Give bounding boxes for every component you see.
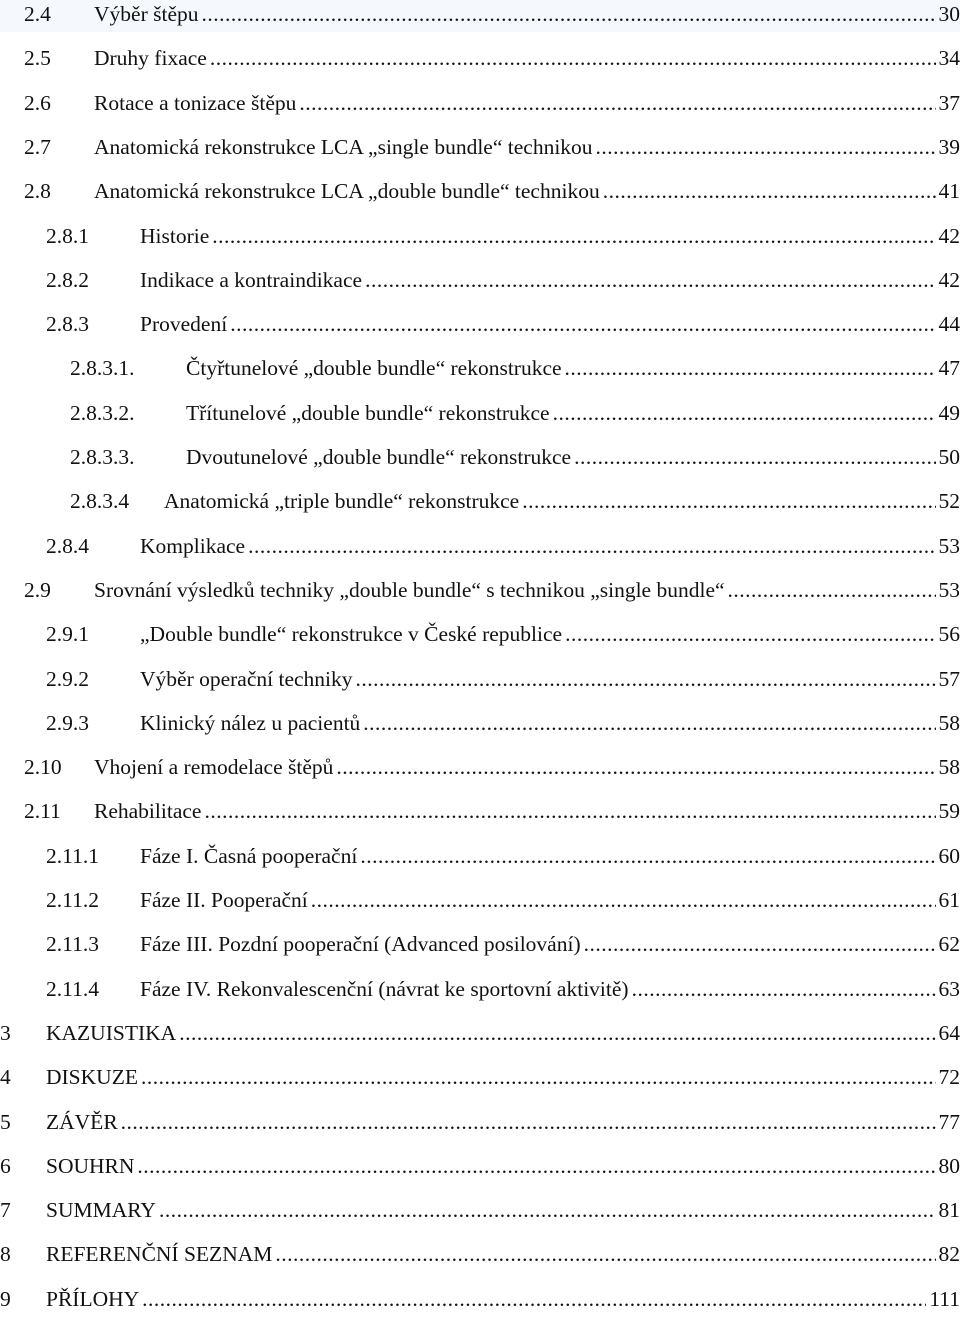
dot-leader (137, 1148, 935, 1184)
toc-entry-page-number: 62 (939, 926, 960, 962)
dot-leader (360, 838, 935, 874)
toc-entry-page-number: 42 (939, 218, 960, 254)
toc-entry-number: 4 (0, 1059, 11, 1095)
dot-leader (202, 0, 936, 32)
toc-entry[interactable] (0, 528, 960, 564)
dot-leader (299, 85, 935, 121)
toc-entry[interactable] (0, 1281, 960, 1317)
toc-entry-title: Výběr štěpu (94, 0, 199, 32)
toc-entry[interactable] (0, 85, 960, 121)
dot-leader (121, 1104, 936, 1140)
dot-leader (728, 572, 936, 608)
toc-entry[interactable] (0, 306, 960, 342)
toc-entry[interactable] (0, 1192, 960, 1228)
toc-entry-title: Anatomická „triple bundle“ rekonstrukce (164, 483, 519, 519)
toc-entry-number: 2.4 (24, 0, 51, 32)
toc-entry-page-number: 77 (939, 1104, 960, 1140)
toc-entry[interactable] (0, 262, 960, 298)
toc-entry-title: Anatomická rekonstrukce LCA „double bundle“ technikou (94, 173, 600, 209)
toc-entry-title: PŘÍLOHY (46, 1281, 139, 1317)
toc-entry-page-number: 61 (939, 882, 960, 918)
toc-entry[interactable] (0, 572, 960, 608)
toc-entry[interactable] (0, 1059, 960, 1095)
toc-entry-page-number: 39 (939, 129, 960, 165)
toc-entry-page-number: 59 (939, 793, 960, 829)
toc-entry-title: Historie (140, 218, 209, 254)
dot-leader (356, 661, 936, 697)
dot-leader (365, 262, 935, 298)
toc-entry-title: Anatomická rekonstrukce LCA „single bundle“ technikou (94, 129, 593, 165)
dot-leader (142, 1281, 926, 1317)
toc-entry-title: Komplikace (140, 528, 245, 564)
toc-entry-number: 2.8.1 (46, 218, 89, 254)
toc-entry-page-number: 42 (939, 262, 960, 298)
toc-entry-number: 2.8.3.3. (70, 439, 135, 475)
toc-entry-number: 6 (0, 1148, 11, 1184)
toc-entry[interactable] (0, 838, 960, 874)
toc-entry-number: 2.8.3.2. (70, 395, 135, 431)
toc-entry-number: 2.8.3.1. (70, 350, 135, 386)
toc-entry-title: Třítunelové „double bundle“ rekonstrukce (186, 395, 550, 431)
toc-entry-number: 2.8.2 (46, 262, 89, 298)
toc-entry-title: Fáze II. Pooperační (140, 882, 308, 918)
toc-entry-page-number: 52 (939, 483, 960, 519)
toc-entry-page-number: 47 (939, 350, 960, 386)
toc-entry[interactable] (0, 40, 960, 76)
toc-entry-number: 2.9.3 (46, 705, 89, 741)
toc-entry-title: KAZUISTIKA (46, 1015, 176, 1051)
toc-entry-number: 2.8.4 (46, 528, 89, 564)
toc-entry-number: 3 (0, 1015, 11, 1051)
toc-entry-title: Čtyřtunelové „double bundle“ rekonstrukce (186, 350, 562, 386)
toc-entry-title: Srovnání výsledků techniky „double bundle“ s technikou „single bundle“ (94, 572, 725, 608)
toc-entry-page-number: 49 (939, 395, 960, 431)
toc-entry[interactable] (0, 749, 960, 785)
dot-leader (179, 1015, 935, 1051)
dot-leader (603, 173, 936, 209)
dot-leader (212, 218, 935, 254)
toc-entry-number: 2.9 (24, 572, 51, 608)
toc-entry-page-number: 30 (939, 0, 960, 32)
dot-leader (230, 306, 935, 342)
toc-entry-page-number: 82 (939, 1236, 960, 1272)
dot-leader (336, 749, 935, 785)
dot-leader (565, 350, 936, 386)
toc-entry-number: 2.8.3 (46, 306, 89, 342)
dot-leader (363, 705, 935, 741)
dot-leader (141, 1059, 936, 1095)
toc-entry-number: 2.11.3 (46, 926, 99, 962)
toc-entry-number: 2.11.1 (46, 838, 99, 874)
toc-entry-number: 2.10 (24, 749, 62, 785)
toc-entry-title: Výběr operační techniky (140, 661, 353, 697)
dot-leader (565, 616, 935, 652)
dot-leader (159, 1192, 936, 1228)
toc-entry-number: 9 (0, 1281, 11, 1317)
toc-entry[interactable] (0, 0, 960, 32)
toc-entry-number: 2.8.3.4 (70, 483, 129, 519)
toc-entry-title: ZÁVĚR (46, 1104, 118, 1140)
toc-entry-number: 8 (0, 1236, 11, 1272)
toc-entry-page-number: 72 (939, 1059, 960, 1095)
toc-entry-number: 2.9.1 (46, 616, 89, 652)
toc-entry-number: 2.6 (24, 85, 51, 121)
toc-entry[interactable] (0, 395, 960, 431)
dot-leader (596, 129, 936, 165)
toc-entry[interactable] (0, 926, 960, 962)
toc-entry-number: 2.7 (24, 129, 51, 165)
dot-leader (204, 793, 935, 829)
toc-entry-page-number: 56 (939, 616, 960, 652)
toc-entry[interactable] (0, 218, 960, 254)
toc-entry[interactable] (0, 616, 960, 652)
toc-entry-page-number: 81 (939, 1192, 960, 1228)
dot-leader (522, 483, 935, 519)
toc-entry[interactable] (0, 971, 960, 1007)
dot-leader (553, 395, 936, 431)
toc-entry-title: DISKUZE (46, 1059, 138, 1095)
toc-entry-page-number: 58 (939, 705, 960, 741)
toc-entry-number: 2.11 (24, 793, 61, 829)
toc-entry-page-number: 50 (939, 439, 960, 475)
toc-entry-number: 2.5 (24, 40, 51, 76)
toc-entry-page-number: 37 (939, 85, 960, 121)
toc-entry[interactable] (0, 439, 960, 475)
toc-entry-number: 2.11.2 (46, 882, 99, 918)
toc-entry-title: „Double bundle“ rekonstrukce v České republice (140, 616, 562, 652)
toc-entry-page-number: 80 (939, 1148, 960, 1184)
toc-entry[interactable] (0, 661, 960, 697)
toc-entry-title: SOUHRN (46, 1148, 134, 1184)
toc-entry[interactable] (0, 1015, 960, 1051)
toc-entry-number: 7 (0, 1192, 11, 1228)
dot-leader (311, 882, 936, 918)
toc-entry[interactable] (0, 1104, 960, 1140)
toc-entry-title: Dvoutunelové „double bundle“ rekonstrukce (186, 439, 571, 475)
toc-entry-title: Vhojení a remodelace štěpů (94, 749, 333, 785)
toc-entry-title: Indikace a kontraindikace (140, 262, 362, 298)
toc-entry-page-number: 60 (939, 838, 960, 874)
toc-entry-number: 2.9.2 (46, 661, 89, 697)
toc-entry-title: REFERENČNÍ SEZNAM (46, 1236, 272, 1272)
toc-entry-title: Rehabilitace (94, 793, 201, 829)
dot-leader (248, 528, 935, 564)
toc-entry-number: 2.8 (24, 173, 51, 209)
toc-entry[interactable] (0, 793, 960, 829)
toc-entry-title: Rotace a tonizace štěpu (94, 85, 296, 121)
toc-entry-page-number: 34 (939, 40, 960, 76)
toc-entry[interactable] (0, 1148, 960, 1184)
toc-entry[interactable] (0, 705, 960, 741)
toc-entry-page-number: 44 (939, 306, 960, 342)
dot-leader (210, 40, 936, 76)
toc-entry[interactable] (0, 1236, 960, 1272)
toc-entry-title: Fáze I. Časná pooperační (140, 838, 357, 874)
toc-entry-title: Druhy fixace (94, 40, 207, 76)
toc-entry-title: Klinický nález u pacientů (140, 705, 360, 741)
toc-entry-page-number: 64 (939, 1015, 960, 1051)
toc-entry-page-number: 41 (939, 173, 960, 209)
toc-entry-number: 5 (0, 1104, 11, 1140)
dot-leader (574, 439, 935, 475)
dot-leader (632, 971, 936, 1007)
toc-entry-title: Provedení (140, 306, 227, 342)
toc-entry-title: SUMMARY (46, 1192, 156, 1228)
toc-entry-number: 2.11.4 (46, 971, 99, 1007)
toc-entry[interactable] (0, 483, 960, 519)
toc-entry-page-number: 57 (939, 661, 960, 697)
toc-entry[interactable] (0, 882, 960, 918)
toc-entry[interactable] (0, 129, 960, 165)
toc-entry-page-number: 53 (939, 528, 960, 564)
toc-entry-page-number: 63 (939, 971, 960, 1007)
toc-entry[interactable] (0, 173, 960, 209)
dot-leader (584, 926, 936, 962)
toc-entry-page-number: 53 (939, 572, 960, 608)
toc-entry-page-number: 58 (939, 749, 960, 785)
toc-entry[interactable] (0, 350, 960, 386)
toc-entry-page-number: 111 (929, 1281, 960, 1317)
toc-entry-title: Fáze III. Pozdní pooperační (Advanced posilování) (140, 926, 581, 962)
dot-leader (275, 1236, 935, 1272)
toc-entry-title: Fáze IV. Rekonvalescenční (návrat ke sportovní aktivitě) (140, 971, 629, 1007)
